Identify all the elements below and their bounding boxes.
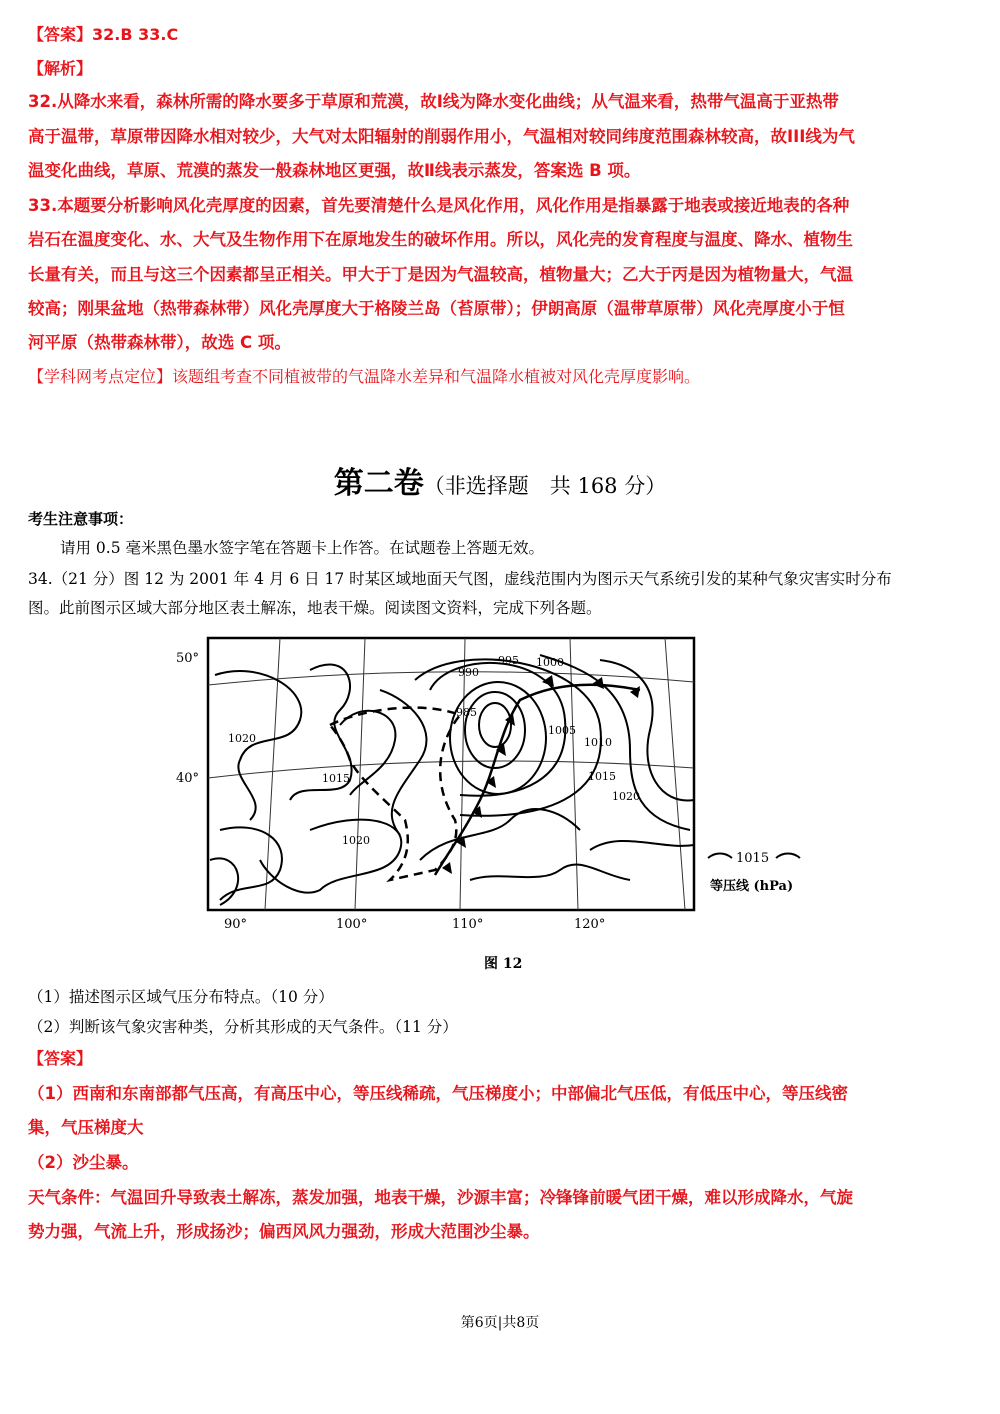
lon-label: 110° bbox=[452, 917, 484, 932]
q33-line: 33.本题要分析影响风化壳厚度的因素，首先要清楚什么是风化作用，风化作用是指暴露于地表或接近地表的各种 bbox=[28, 196, 850, 215]
weather-map bbox=[160, 630, 840, 975]
page-footer: 第6页|共8页 bbox=[460, 1315, 540, 1331]
isobar-label: 1015 bbox=[588, 770, 616, 783]
isobar-label: 990 bbox=[458, 666, 479, 679]
figure-caption: 图 12 bbox=[484, 956, 523, 972]
q32-line: 32.从降水来看，森林所需的降水要多于草原和荒漠，故Ⅰ线为降水变化曲线；从气温来看，热带气温高于亚热带 bbox=[28, 92, 839, 111]
lon-label: 90° bbox=[224, 917, 248, 932]
section-title-main: 第二卷 bbox=[333, 466, 424, 501]
sub-question: （1）描述图示区域气压分布特点。（10 分） bbox=[28, 988, 334, 1006]
answer2-line: 势力强，气流上升，形成扬沙；偏西风风力强劲，形成大范围沙尘暴。 bbox=[28, 1222, 540, 1241]
q34-line: 34.（21 分）图 12 为 2001 年 4 月 6 日 17 时某区域地面天气图，虚线范围内为图示天气系统引发的某种气象灾害实时分布 bbox=[28, 570, 892, 588]
q33-line: 河平原（热带森林带），故选 C 项。 bbox=[28, 333, 291, 352]
q32-line: 高于温带，草原带因降水相对较少，大气对太阳辐射的削弱作用小，气温相对较同纬度范围森林较高，故III线为气 bbox=[28, 127, 855, 146]
isobar-label: 1000 bbox=[536, 656, 564, 669]
sub-question: （2）判断该气象灾害种类，分析其形成的天气条件。（11 分） bbox=[28, 1018, 458, 1036]
answer2-line: 天气条件：气温回升导致表土解冻，蒸发加强，地表干燥，沙源丰富；冷锋锋前暖气团干燥，难以形成降水，气旋 bbox=[28, 1188, 853, 1207]
answer2-line: 集，气压梯度大 bbox=[28, 1118, 144, 1137]
isobar-label: 1005 bbox=[548, 724, 576, 737]
q33-line: 长量有关，而且与这三个因素都呈正相关。甲大于丁是因为气温较高，植物量大；乙大于丙是因为植物量大，气温 bbox=[28, 265, 853, 284]
section-title-sub: （非选择题 共 168 分） bbox=[423, 474, 667, 498]
q32-line: 温变化曲线，草原、荒漠的蒸发一般森林地区更强，故Ⅱ线表示蒸发，答案选 B 项。 bbox=[28, 161, 641, 180]
isobar-label: 1015 bbox=[322, 772, 350, 785]
answer2-line: （2）沙尘暴。 bbox=[28, 1153, 139, 1172]
isobar-label: 1020 bbox=[612, 790, 640, 803]
map-legend bbox=[708, 851, 800, 894]
isobar-label: 985 bbox=[456, 706, 477, 719]
lat-label: 50° bbox=[176, 651, 200, 666]
q33-line: 岩石在温度变化、水、大气及生物作用下在原地发生的破坏作用。所以，风化壳的发育程度与温度、降水、植物生 bbox=[28, 230, 853, 249]
q33-line: 较高；刚果盆地（热带森林带）风化壳厚度大于格陵兰岛（苔原带）；伊朗高原（温带草原带）风化壳厚度小于恒 bbox=[28, 299, 845, 318]
answer2-header: 【答案】 bbox=[28, 1049, 93, 1068]
q34-line: 图。此前图示区域大部分地区表土解冻，地表干燥。阅读图文资料，完成下列各题。 bbox=[28, 599, 602, 617]
section-title bbox=[0, 458, 1000, 502]
analysis-header: 【解析】 bbox=[28, 59, 93, 78]
keypoint-text: 【学科网考点定位】该题组考查不同植被带的气温降水差异和气温降水植被对风化壳厚度影响。 bbox=[28, 367, 701, 386]
isobar-label: 995 bbox=[498, 654, 519, 667]
answer2-line: （1）西南和东南部都气压高，有高压中心，等压线稀疏，气压梯度小；中部偏北气压低，有低压中心，等压线密 bbox=[28, 1084, 848, 1103]
notice-title: 考生注意事项： bbox=[28, 510, 134, 528]
isobar-label: 1020 bbox=[342, 834, 370, 847]
lon-label: 120° bbox=[574, 917, 606, 932]
lat-label: 40° bbox=[176, 771, 200, 786]
isobars bbox=[210, 655, 694, 905]
legend-text: 等压线 (hPa) bbox=[710, 879, 794, 894]
lon-label: 100° bbox=[336, 917, 368, 932]
isobar-label: 1010 bbox=[584, 736, 612, 749]
answer-header: 【答案】32.B 33.C bbox=[28, 25, 179, 44]
isobar-label: 1020 bbox=[228, 732, 256, 745]
notice-text: 请用 0.5 毫米黑色墨水签字笔在答题卡上作答。在试题卷上答题无效。 bbox=[60, 539, 545, 557]
legend-value: 1015 bbox=[736, 851, 770, 866]
